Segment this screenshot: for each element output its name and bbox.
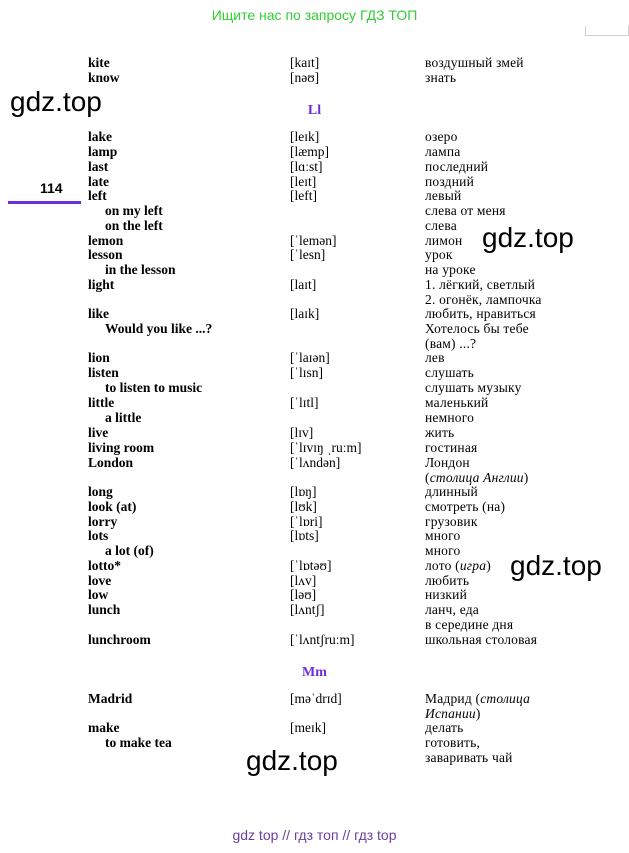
dictionary-row	[0, 632, 629, 647]
transcription: [læmp]	[290, 144, 329, 159]
translation: много	[425, 528, 461, 543]
translation: поздний	[425, 174, 475, 189]
transcription: [meɪk]	[290, 720, 326, 735]
translation: лев	[425, 350, 445, 365]
translation: любить	[425, 573, 470, 588]
section-heading-l: Ll	[307, 103, 322, 118]
transcription: [ˈlɪsn]	[290, 365, 323, 380]
transcription: [məˈdrɪd]	[290, 691, 342, 706]
headword: lunchroom	[88, 632, 151, 647]
headword: like	[88, 306, 110, 321]
translation: Лондон	[425, 455, 470, 470]
transcription: [ˈlaɪən]	[290, 350, 330, 365]
headword: lotto*	[88, 558, 121, 573]
section-heading-m: Mm	[302, 665, 327, 680]
translation: много	[425, 543, 461, 558]
headword: little	[88, 395, 115, 410]
transcription: [ˈlʌntʃruːm]	[290, 632, 355, 647]
dictionary-row	[0, 380, 629, 395]
transcription: [lʌntʃ]	[290, 602, 325, 617]
translation: Хотелось бы тебе	[425, 321, 529, 336]
translation: 1. лёгкий, светлый	[425, 277, 535, 292]
headword: Madrid	[88, 691, 133, 706]
translation: лампа	[425, 144, 461, 159]
translation: низкий	[425, 587, 467, 602]
corner-mark	[585, 26, 629, 36]
translation: маленький	[425, 395, 489, 410]
headword: lake	[88, 129, 113, 144]
translation: слева от меня	[425, 203, 506, 218]
dictionary-row	[0, 70, 629, 85]
dictionary-row	[0, 350, 629, 365]
translation: озеро	[425, 129, 458, 144]
dictionary-row	[0, 174, 629, 189]
headword: long	[88, 484, 113, 499]
dictionary-row	[0, 720, 629, 735]
headword: lemon	[88, 233, 124, 248]
translation: 2. огонёк, лампочка	[425, 292, 542, 307]
dictionary-row	[0, 292, 629, 307]
headword: lunch	[88, 602, 121, 617]
translation: жить	[425, 425, 455, 440]
transcription: [lɒŋ]	[290, 484, 317, 499]
transcription: [lɑːst]	[290, 159, 323, 174]
dictionary-row	[0, 410, 629, 425]
dictionary-row	[0, 617, 629, 632]
dictionary-row	[0, 484, 629, 499]
translation: слушать музыку	[425, 380, 522, 395]
dictionary-row	[0, 528, 629, 543]
translation: знать	[425, 70, 457, 85]
translation: на уроке	[425, 262, 476, 277]
transcription: [ˈlɪvɪŋ ˌruːm]	[290, 440, 362, 455]
dictionary-row	[0, 455, 629, 470]
translation: гостиная	[425, 440, 478, 455]
watermark: gdz.top	[510, 550, 602, 581]
headword: love	[88, 573, 112, 588]
transcription: [leɪk]	[290, 129, 320, 144]
watermark: gdz.top	[246, 745, 338, 776]
dictionary-row	[0, 395, 629, 410]
translation: воздушный змей	[425, 55, 524, 70]
headword: left	[88, 188, 107, 203]
translation: левый	[425, 188, 462, 203]
translation: смотреть (на)	[425, 499, 506, 514]
headword: listen	[88, 365, 119, 380]
headword: last	[88, 159, 109, 174]
example-phrase: a lot (of)	[105, 543, 154, 558]
dictionary-row	[0, 321, 629, 336]
translation: урок	[425, 247, 453, 262]
transcription: [lʌv]	[290, 573, 317, 588]
headword: lesson	[88, 247, 123, 262]
headword: look (at)	[88, 499, 137, 514]
page-number: 114	[40, 180, 63, 196]
dictionary-row	[0, 277, 629, 292]
dictionary-row	[0, 587, 629, 602]
dictionary-row	[0, 188, 629, 203]
dictionary-row	[0, 425, 629, 440]
dictionary-row	[0, 55, 629, 70]
transcription: [lʊk]	[290, 499, 317, 514]
translation: (столица Англии)	[425, 470, 529, 485]
transcription: [laɪk]	[290, 306, 320, 321]
transcription: [leɪt]	[290, 174, 317, 189]
headword: light	[88, 277, 115, 292]
transcription: [lɒts]	[290, 528, 319, 543]
example-phrase: to make tea	[105, 735, 172, 750]
dictionary-row	[0, 440, 629, 455]
dictionary-row	[0, 144, 629, 159]
transcription: [left]	[290, 188, 317, 203]
headword: live	[88, 425, 109, 440]
transcription: [ˈlɪtl]	[290, 395, 319, 410]
watermark: gdz.top	[10, 86, 102, 117]
translation: (вам) ...?	[425, 336, 477, 351]
dictionary-row	[0, 706, 629, 721]
transcription: [ˈlʌndən]	[290, 455, 341, 470]
dictionary-row	[0, 262, 629, 277]
example-phrase: in the lesson	[105, 262, 176, 277]
dictionary-row	[0, 365, 629, 380]
translation: готовить,	[425, 735, 481, 750]
translation: грузовик	[425, 514, 478, 529]
transcription: [ˈlemən]	[290, 233, 337, 248]
dictionary-row	[0, 470, 629, 485]
translation: Мадрид (столица	[425, 691, 531, 706]
transcription: [ˈlesn]	[290, 247, 326, 262]
transcription: [kaɪt]	[290, 55, 320, 70]
dictionary-row	[0, 129, 629, 144]
headword: London	[88, 455, 134, 470]
watermark: gdz.top	[482, 222, 574, 253]
headword: make	[88, 720, 120, 735]
translation: лимон	[425, 233, 463, 248]
example-phrase: on the left	[105, 218, 163, 233]
transcription: [lɪv]	[290, 425, 314, 440]
translation: в середине дня	[425, 617, 514, 632]
translation: Испании)	[425, 706, 481, 721]
dictionary-row	[0, 306, 629, 321]
dictionary-row	[0, 203, 629, 218]
dictionary-row	[0, 336, 629, 351]
dictionary-row	[0, 499, 629, 514]
translation: последний	[425, 159, 489, 174]
top-banner: Ищите нас по запросу ГДЗ ТОП	[211, 7, 418, 23]
translation: делать	[425, 720, 464, 735]
translation: ланч, еда	[425, 602, 479, 617]
headword: know	[88, 70, 120, 85]
headword: late	[88, 174, 109, 189]
example-phrase: on my left	[105, 203, 163, 218]
translation: слушать	[425, 365, 474, 380]
dictionary-row	[0, 159, 629, 174]
headword: low	[88, 587, 109, 602]
dictionary-row	[0, 514, 629, 529]
headword: living room	[88, 440, 155, 455]
example-phrase: to listen to music	[105, 380, 203, 395]
headword: kite	[88, 55, 110, 70]
transcription: [nəʊ]	[290, 70, 320, 85]
headword: lots	[88, 528, 109, 543]
example-phrase: Would you like ...?	[105, 321, 213, 336]
translation: любить, нравиться	[425, 306, 536, 321]
example-phrase: a little	[105, 410, 142, 425]
headword: lamp	[88, 144, 118, 159]
transcription: [ˈlɒri]	[290, 514, 323, 529]
headword: lion	[88, 350, 110, 365]
transcription: [ləʊ]	[290, 587, 317, 602]
headword: lorry	[88, 514, 118, 529]
footer-links: gdz top // гдз топ // гдз top	[232, 827, 397, 843]
translation: немного	[425, 410, 475, 425]
dictionary-row	[0, 602, 629, 617]
transcription: [laɪt]	[290, 277, 317, 292]
translation: слева	[425, 218, 457, 233]
translation: школьная столовая	[425, 632, 538, 647]
dictionary-row	[0, 691, 629, 706]
translation: заваривать чай	[425, 750, 513, 765]
transcription: [ˈlɒtəʊ]	[290, 558, 332, 573]
translation: длинный	[425, 484, 478, 499]
translation: лото (игра)	[425, 558, 491, 573]
